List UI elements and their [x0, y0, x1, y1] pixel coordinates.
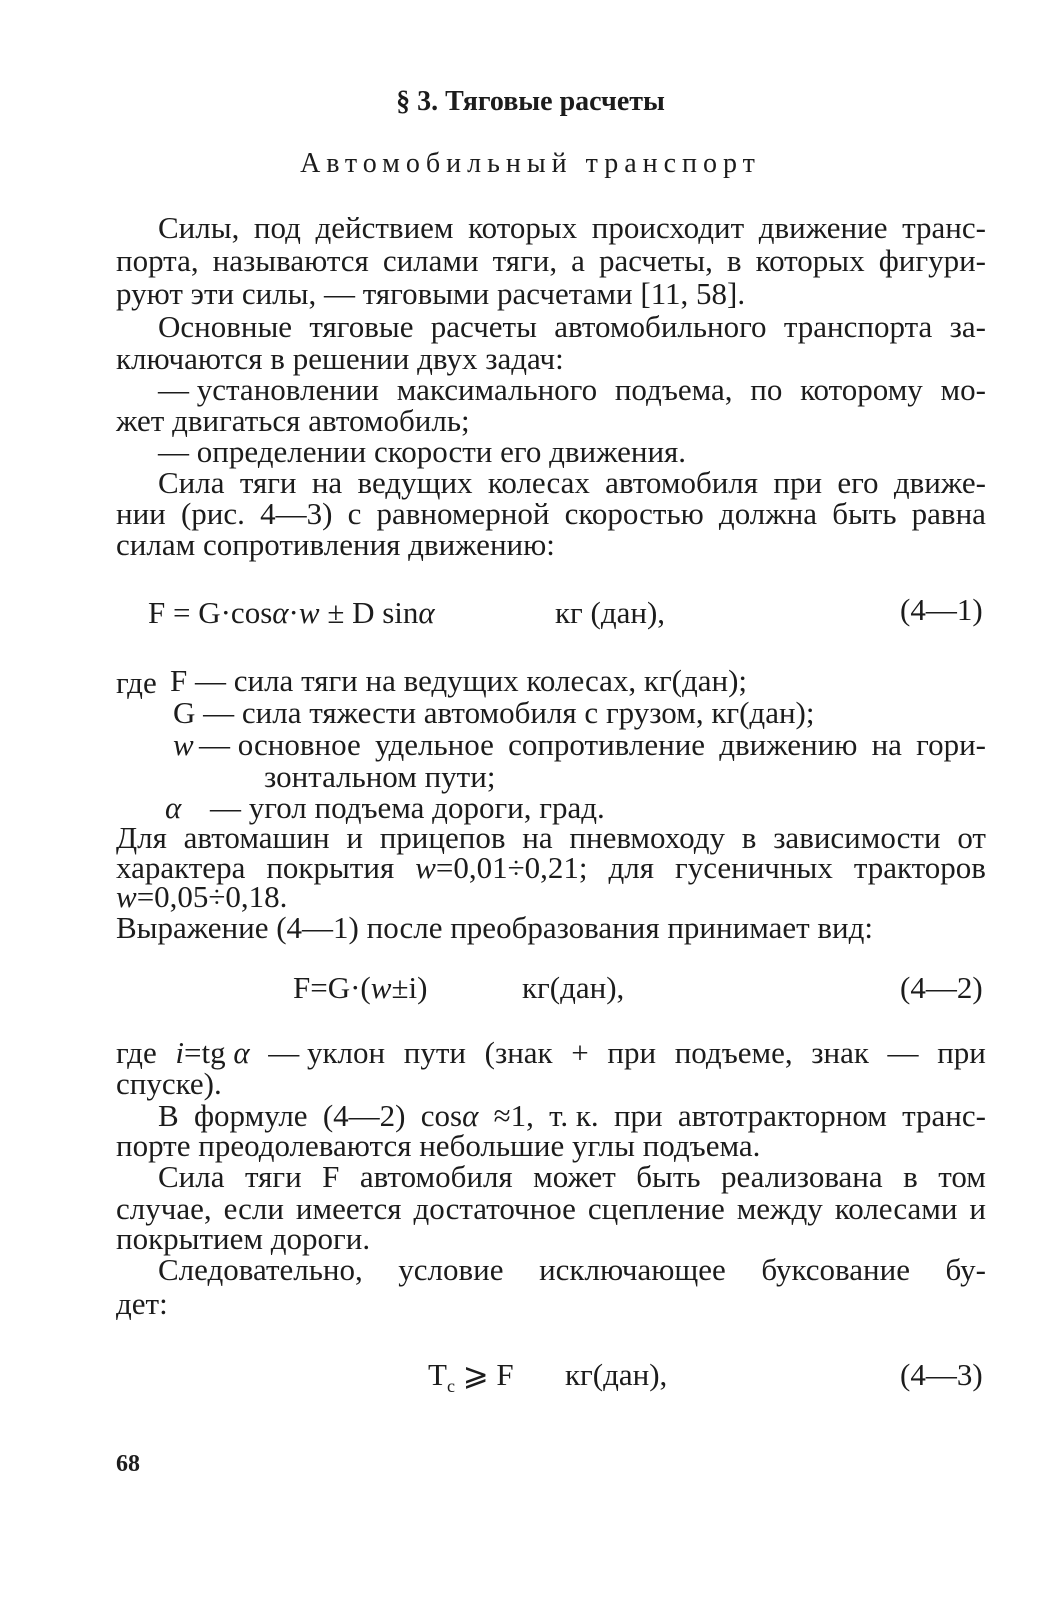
paragraph-8-line-3: покрытием дороги. — [116, 1221, 371, 1256]
paragraph-4-line-2: характера покрытия w=0,01÷0,21; для гусеничных тракторов — [116, 850, 986, 885]
paragraph-4-line-1: Для автомашин и прицепов на пневмоходу в зависимости от — [116, 820, 986, 855]
list-item-1-line-2: жет двигаться автомобиль; — [116, 403, 470, 438]
list-item-2: — определении скорости его движения. — [158, 434, 687, 469]
paragraph-2-line-2: ключаются в решении двух задач: — [116, 341, 564, 376]
paragraph-3-line-3: силам сопротивления движению: — [116, 527, 555, 562]
paragraph-9-line-2: дет: — [116, 1286, 168, 1321]
definition-g: G — сила тяжести автомобиля с грузом, кг(дан); — [173, 695, 815, 730]
subsection-heading: Автомобильный транспорт — [300, 148, 761, 179]
formula-4-2-number: (4—2) — [900, 970, 983, 1005]
paragraph-7-line-1: В формуле (4—2) cosα ≈1, т. к. при автотракторном транс- — [158, 1098, 986, 1133]
definition-w-line-2: зонтальном пути; — [264, 759, 496, 794]
paragraph-8-line-2: случае, если имеется достаточное сцепление между колесами и — [116, 1191, 986, 1226]
paragraph-6-line-2: спуске). — [116, 1066, 222, 1101]
formula-4-2: F=G·(w±i) — [293, 970, 428, 1005]
definition-where: где — [116, 665, 157, 700]
formula-4-1: F = G·cosα·w ± D sinα — [148, 595, 435, 630]
paragraph-8-line-1: Сила тяги F автомобиля может быть реализована в том — [158, 1159, 986, 1194]
definition-w-line-1: — основное удельное сопротивление движению на гори- — [199, 727, 986, 762]
formula-4-3-units: кг(дан), — [565, 1357, 668, 1392]
definition-alpha: — угол подъема дороги, град. — [210, 790, 605, 825]
paragraph-2-line-1: Основные тяговые расчеты автомобильного транспорта за- — [158, 309, 986, 344]
paragraph-6-line-1: где i=tg α — уклон пути (знак + при подъеме, знак — при — [116, 1035, 986, 1070]
definition-alpha-symbol: α — [165, 790, 182, 825]
paragraph-3-line-1: Сила тяги на ведущих колесах автомобиля при его движе- — [158, 465, 986, 500]
paragraph-4-line-3: w=0,05÷0,18. — [116, 879, 288, 914]
paragraph-5: Выражение (4—1) после преобразования принимает вид: — [116, 910, 874, 945]
paragraph-7-line-2: порте преодолеваются небольшие углы подъема. — [116, 1128, 761, 1163]
formula-4-2-units: кг(дан), — [522, 970, 625, 1005]
page-number: 68 — [116, 1451, 140, 1477]
paragraph-1-line-3: руют эти силы, — тяговыми расчетами [11, 58]. — [116, 276, 746, 311]
paragraph-9-line-1: Следовательно, условие исключающее буксование бу- — [158, 1252, 986, 1287]
formula-4-1-units: кг (дан), — [555, 595, 666, 630]
section-heading: § 3. Тяговые расчеты — [396, 86, 665, 117]
formula-4-1-number: (4—1) — [900, 592, 983, 627]
definition-f: F — сила тяги на ведущих колесах, кг(дан); — [170, 663, 748, 698]
formula-4-3: $T_с$ ⩾ F — [428, 1357, 514, 1397]
paragraph-3-line-2: нии (рис. 4—3) с равномерной скоростью должна быть равна — [116, 496, 986, 531]
list-item-1-line-1: — установлении максимального подъема, по которому мо- — [158, 372, 986, 407]
definition-w-symbol: w — [173, 727, 194, 762]
formula-4-3-number: (4—3) — [900, 1357, 983, 1392]
paragraph-1-line-2: порта, называются силами тяги, а расчеты, в которых фигури- — [116, 243, 986, 278]
paragraph-1-line-1: Силы, под действием которых происходит движение транс- — [158, 210, 986, 245]
